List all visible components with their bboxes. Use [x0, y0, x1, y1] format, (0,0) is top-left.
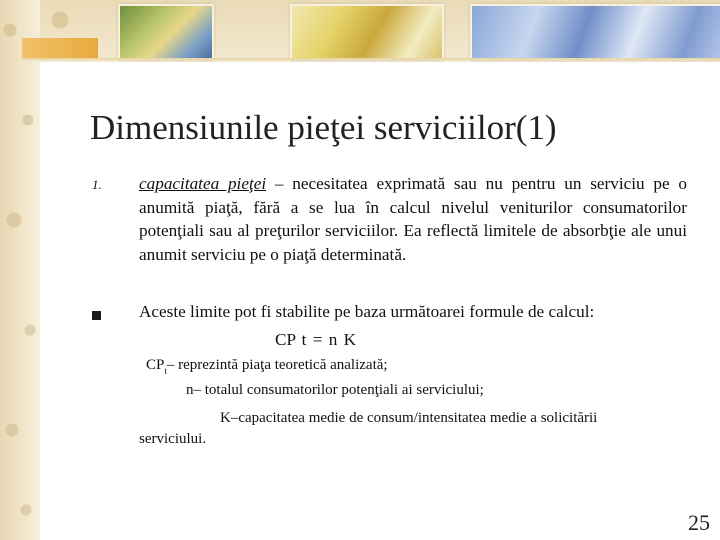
list-number-1: 1.	[92, 177, 102, 192]
definition-text: – necesitatea exprimată sau nu pentru un serviciu pe o anumită piaţă, fără a se lua în calcul nivelul veniturilor consumatorilor potenţiali sau al preţurilor serviciilor. Ea reflectă limitele de absorbţie ale unui anumit serviciu pe o piaţă determinată.	[139, 174, 688, 264]
decorative-image-thumbnail	[290, 4, 444, 60]
square-bullet-icon	[92, 311, 101, 320]
cp-subscript: t	[164, 366, 167, 376]
accent-rule	[22, 58, 720, 60]
decorative-image-thumbnail	[118, 4, 214, 60]
decorative-left-band	[0, 0, 40, 540]
formula: CP t = n K	[275, 330, 357, 349]
accent-bar	[22, 38, 98, 58]
definition-k-continued: serviciului.	[139, 431, 207, 447]
decorative-image-thumbnail	[470, 4, 720, 60]
page-number: 25	[688, 510, 710, 535]
term-capacitatea-pietei: capacitatea pieţei	[139, 174, 267, 193]
definition-n: n– totalul consumatorilor potenţiali ai serviciului;	[186, 382, 484, 398]
formula-intro: Aceste limite pot fi stabilite pe baza următoarei formule de calcul:	[139, 302, 595, 321]
definition-cpt	[146, 357, 388, 374]
definition-paragraph	[139, 172, 687, 266]
slide-title: Dimensiunile pieţei serviciilor(1)	[90, 108, 557, 147]
cp-text: – reprezintă piaţa teoretică analizată;	[166, 357, 388, 373]
cp-symbol: CP	[146, 357, 165, 373]
definition-k: K–capacitatea medie de consum/intensitatea medie a solicitării	[220, 410, 598, 426]
